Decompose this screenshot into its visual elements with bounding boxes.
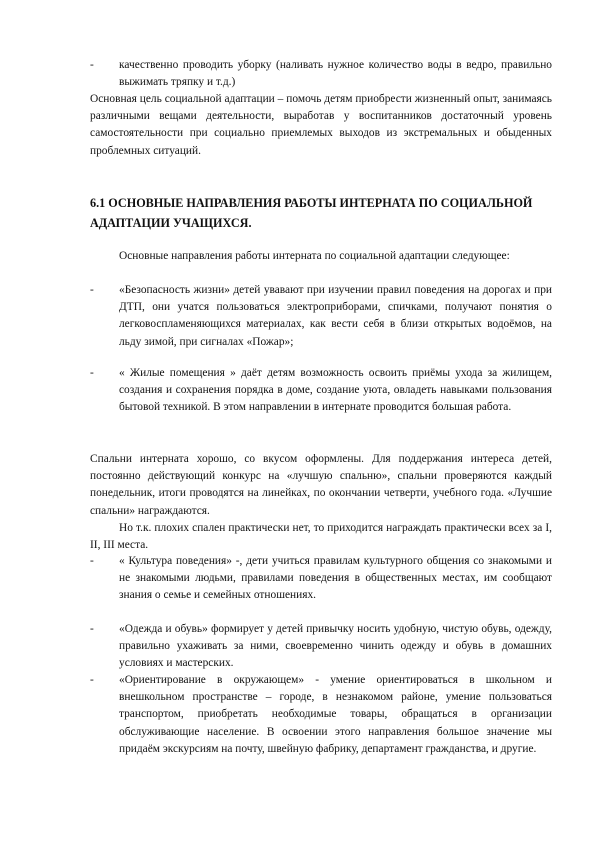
paragraph-goal: Основная цель социальной адаптации – помочь детям приобрести жизненный опыт, занимаясь различными вещами деятельности, выработав у воспитанников достаточный уровень самостоятельности при социально приемлемых выходов из экстремальных и обыденных проблемных ситуаций. [90, 93, 552, 157]
paragraph-bedrooms: Спальни интерната хорошо, со вкусом оформлены. Для поддержания интереса детей, постоянно действующий конкурс на «лучшую спальню», спальни проверяются каждый понедельник, итоги проводятся на линейках, по окончании четверти, учебного года. «Лучшие спальни» награждаются. [90, 453, 552, 517]
list-dash: - [90, 284, 94, 296]
list-dash: - [90, 623, 94, 635]
paragraph-intro: Основные направления работы интерната по социальной адаптации следующее: [119, 250, 510, 262]
list-dash: - [90, 367, 94, 379]
section-heading: 6.1 ОСНОВНЫЕ НАПРАВЛЕНИЯ РАБОТЫ ИНТЕРНАТА ПО СОЦИАЛЬНОЙ АДАПТАЦИИ УЧАЩИХСЯ. [90, 196, 533, 230]
list-item-text: « Жилые помещения » даёт детям возможность освоить приёмы ухода за жилищем, создания и сохранения порядка в доме, создание уюта, овладеть навыками пользования бытовой техникой. В этом направлении в интернате проводится большая работа. [119, 367, 552, 414]
list-item-text: качественно проводить уборку (наливать нужное количество воды в ведро, правильно выжимать тряпку и т.д.) [119, 59, 552, 89]
list-dash: - [90, 674, 94, 686]
list-dash: - [90, 555, 94, 567]
list-dash: - [90, 59, 94, 71]
list-item-housing [90, 365, 552, 417]
paragraph-rewards: Но т.к. плохих спален практически нет, то приходится награждать практически всех за I, II, III места. [90, 522, 552, 552]
list-item-culture [90, 553, 552, 605]
list-item-clothing [90, 621, 552, 673]
list-item-text: «Одежда и обувь» формирует у детей привычку носить удобную, чистую обувь, одежду, правильно ухаживать за ними, своевременно чинить одежду и обувь в домашних условиях и мастерских. [119, 623, 552, 670]
list-item-text: «Ориентирование в окружающем» - умение ориентироваться в школьном и внешкольном пространстве – городе, в незнакомом районе, умение пользоваться транспортом, приобретать необходимые товары, обращаться в организации обслуживающие население. В освоении этого направления большое значение мы придаём экскурсиям на почту, швейную фабрику, департамент гражданства, и другие. [119, 674, 552, 755]
list-item-cleaning [90, 57, 552, 91]
list-item-text: «Безопасность жизни» детей увавают при изучении правил поведения на дорогах и при ДТП, они учатся пользоваться электроприборами, спичками, получают понятия о легковоспламеняющихся материалах, как вести себя в близи открытых водоёмов, на льду зимой, при сигналах «Пожар»; [119, 284, 552, 348]
list-item-safety [90, 282, 552, 351]
list-item-text: « Культура поведения» -, дети учиться правилам культурного общения со знакомыми и не знакомыми людьми, правилами поведения в общественных местах, им сообщают знания о семье и семейных отношениях. [119, 555, 552, 602]
list-item-orientation [90, 672, 552, 758]
